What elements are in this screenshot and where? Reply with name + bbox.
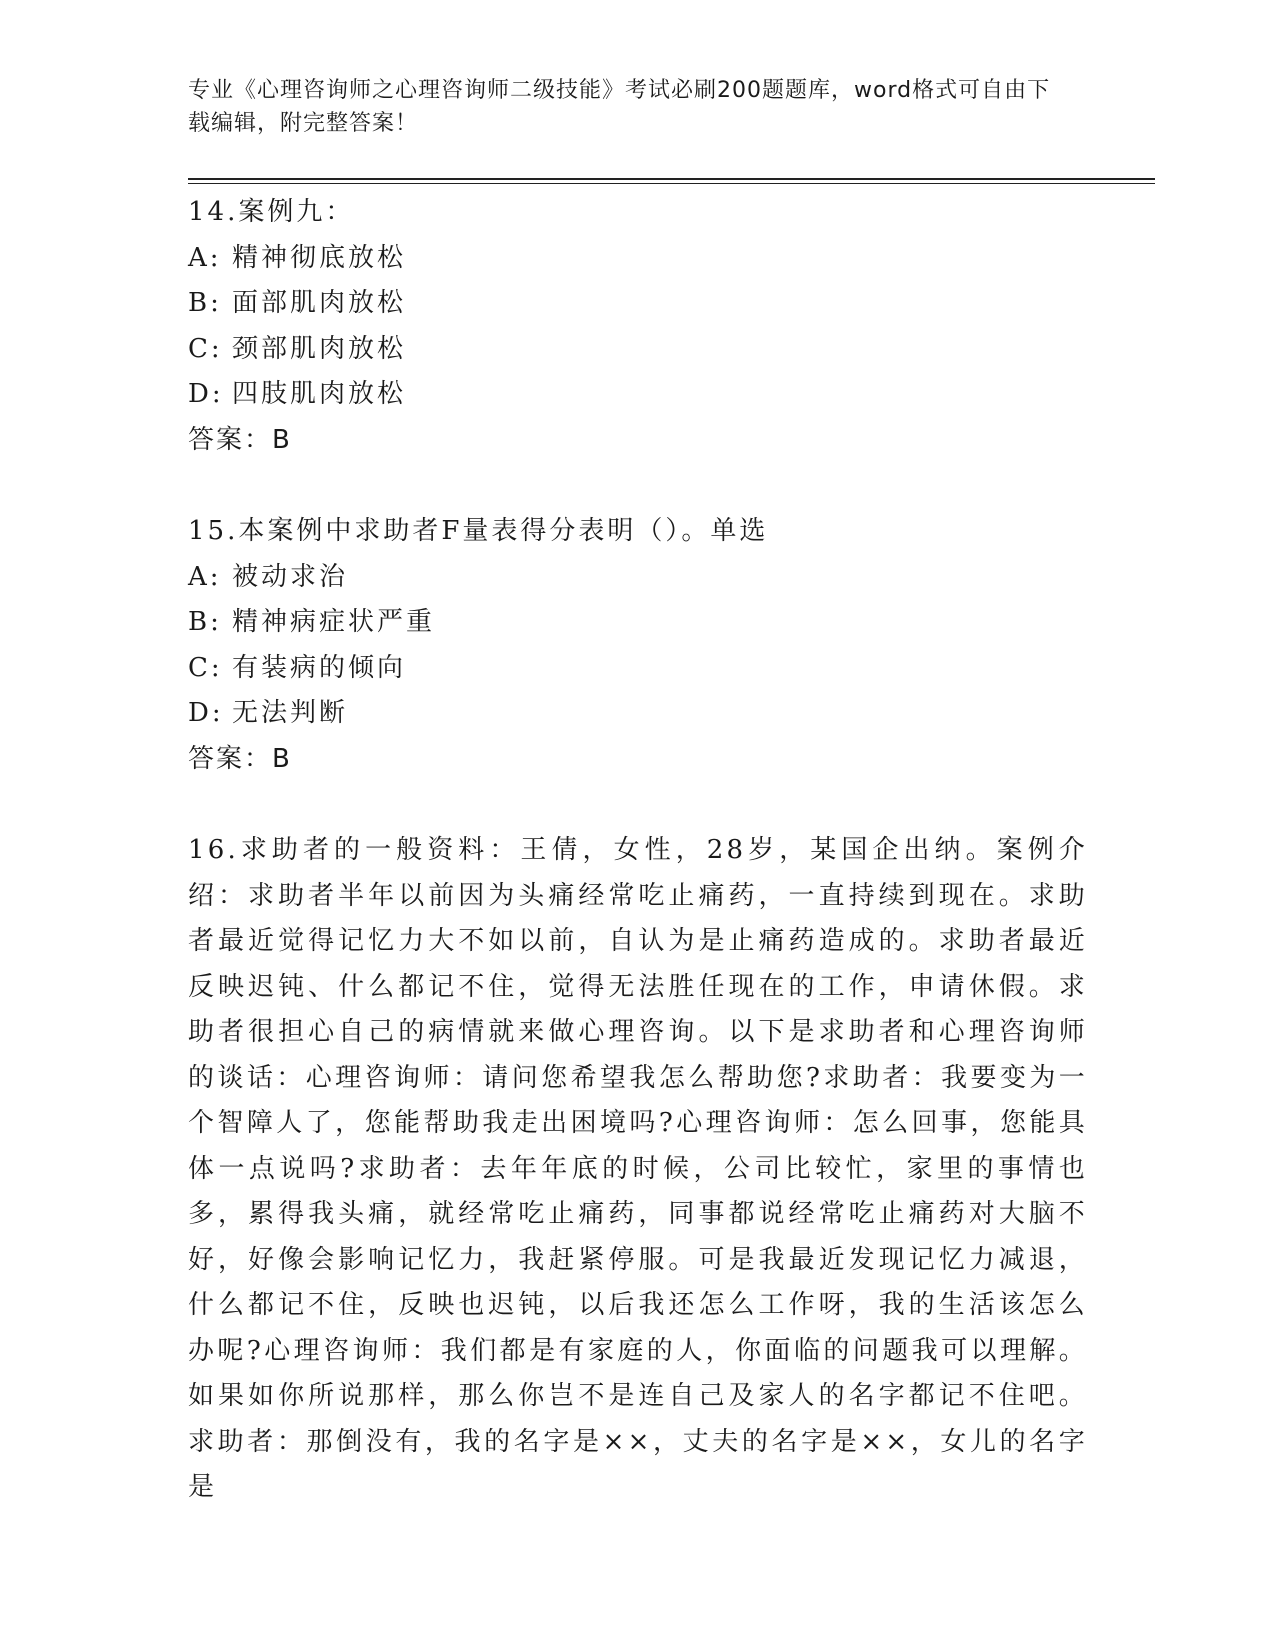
header-rule-thin <box>188 183 1155 184</box>
option-letter: C: <box>188 333 223 364</box>
question-stem: 16.求助者的一般资料：王倩，女性，28岁，某国企出纳。案例介绍：求助者半年以前因为头痛经常吃止痛药，一直持续到现在。求助者最近觉得记忆力大不如以前，自认为是止痛药造成的。求助者最近反映迟钝、什么都记不住，觉得无法胜任现在的工作，申请休假。求助者很担心自己的病情就来做心理咨询。以下是求助者和心理咨询师的谈话：心理咨询师：请问您希望我怎么帮助您?求助者：我要变为一个智障人了，您能帮助我走出困境吗?心理咨询师：怎么回事，您能具体一点说吗?求助者：去年年底的时候，公司比较忙，家里的事情也多，累得我头痛，就经常吃止痛药，同事都说经常吃止痛药对大脑不好，好像会影响记忆力，我赶紧停服。可是我最近发现记忆力减退，什么都记不住，反映也迟钝，以后我还怎么工作呀，我的生活该怎么办呢?心理咨询师：我们都是有家庭的人，你面临的问题我可以理解。如果如你所说那样，那么你岂不是连自己及家人的名字都记不住吧。求助者：那倒没有，我的名字是××，丈夫的名字是××，女儿的名字是 <box>188 835 1088 1502</box>
header-rule-thick <box>188 178 1155 180</box>
option-letter: D: <box>188 698 224 728</box>
option-text: 被动求治 <box>232 561 349 592</box>
option-text: 有装病的倾向 <box>232 652 407 683</box>
option-letter: A: <box>188 242 222 273</box>
option-text: 精神病症状严重 <box>232 607 436 637</box>
answer-line: 答案：B <box>188 424 292 455</box>
option-d <box>188 372 1088 418</box>
option-c <box>188 646 1088 692</box>
question-16 <box>188 828 1088 1511</box>
option-letter: C: <box>188 652 223 683</box>
option-letter: B: <box>188 288 222 318</box>
answer-line: 答案：B <box>188 743 292 774</box>
option-a <box>188 236 1088 282</box>
option-c <box>188 327 1088 373</box>
option-d <box>188 691 1088 737</box>
option-text: 四肢肌肉放松 <box>232 379 407 409</box>
question-14 <box>188 190 1088 463</box>
option-text: 精神彻底放松 <box>232 242 407 273</box>
question-stem: 15.本案例中求助者F量表得分表明（）。单选 <box>188 516 769 546</box>
question-15 <box>188 509 1088 782</box>
option-text: 无法判断 <box>232 698 349 728</box>
option-b <box>188 281 1088 327</box>
question-list <box>188 190 1088 1557</box>
option-letter: A: <box>188 561 222 592</box>
question-stem: 14.案例九： <box>188 197 355 227</box>
option-b <box>188 600 1088 646</box>
option-letter: B: <box>188 607 222 637</box>
option-text: 颈部肌肉放松 <box>232 333 407 364</box>
option-a <box>188 555 1088 601</box>
option-letter: D: <box>188 379 224 409</box>
option-text: 面部肌肉放松 <box>232 288 407 318</box>
document-header: 专业《心理咨询师之心理咨询师二级技能》考试必刷200题题库，word格式可自由下载编辑，附完整答案！ <box>188 78 1051 136</box>
